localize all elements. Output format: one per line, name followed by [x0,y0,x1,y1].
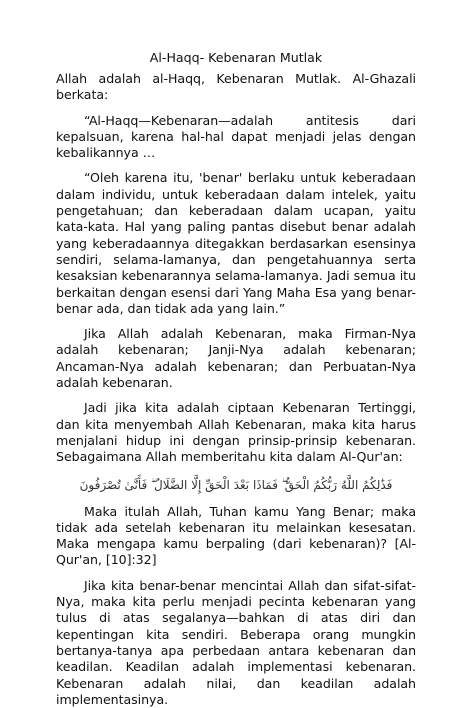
paragraph-quote-2: “Oleh karena itu, 'benar' berlaku untuk keberadaan dalam individu, untuk keberadaan dalam intelek, yaitu pengetahuan; dan keberadaan dalam ucapan, yaitu kata-kata. Hal yang paling pantas disebut benar adalah yang keberadaannya ditegakkan berdasarkan esensinya sendiri, selama-lamanya, dan pengetahuannya serta kesaksian kebenarannya selama-lamanya. Jadi semua itu berkaitan dengan esensi dari Yang Maha Esa yang benar-benar ada, dan tidak ada yang lain.” [56,170,416,316]
paragraph-quote-1: “Al-Haqq—Kebenaran—adalah antitesis dari kepalsuan, karena hal-hal dapat menjadi jelas dengan kebalikannya … [56,112,416,161]
paragraph-firman: Jika Allah adalah Kebenaran, maka Firman-Nya adalah kebenaran; Janji-Nya adalah kebenaran; Ancaman-Nya adalah kebenaran; dan Perbuatan-Nya adalah kebenaran. [56,326,416,391]
document-title: Al-Haqq- Kebenaran Mutlak [149,50,323,65]
paragraph-keadilan: Jika kita benar-benar mencintai Allah dan sifat-sifat-Nya, maka kita perlu menjadi pecinta kebenaran yang tulus di atas segalanya—bahkan di atas diri dan kepentingan kita sendiri. Beberapa orang mungkin bertanya-tanya apa perbedaan antara kebenaran dan keadilan. Keadilan adalah implementasi kebenaran. Kebenaran adalah nilai, dan keadilan adalah implementasinya. [56,577,416,707]
paragraph-translation: Maka itulah Allah, Tuhan kamu Yang Benar; maka tidak ada setelah kebenaran itu melainkan kesesatan. Maka mengapa kamu berpaling (dari kebenaran)? [Al-Qur'an, [10]:32] [56,503,416,568]
paragraph-ciptaan: Jadi jika kita adalah ciptaan Kebenaran Tertinggi, dan kita menyembah Allah Kebenaran, maka kita harus menjalani hidup ini dengan prinsip-prinsip kebenaran. Sebagaimana Allah memberitahu kita dalam Al-Qur'an: [56,400,416,465]
paragraph-intro: Allah adalah al-Haqq, Kebenaran Mutlak. Al-Ghazali berkata: [56,71,416,103]
quran-verse-arabic: فَذَٰلِكُمُ اللَّهُ رَبُّكُمُ الْحَقُّ ۖ فَمَاذَا بَعْدَ الْحَقِّ إِلَّا الضَّلَالُ ۖ فَأَنَّىٰ تُصْرَفُونَ [79,477,393,492]
